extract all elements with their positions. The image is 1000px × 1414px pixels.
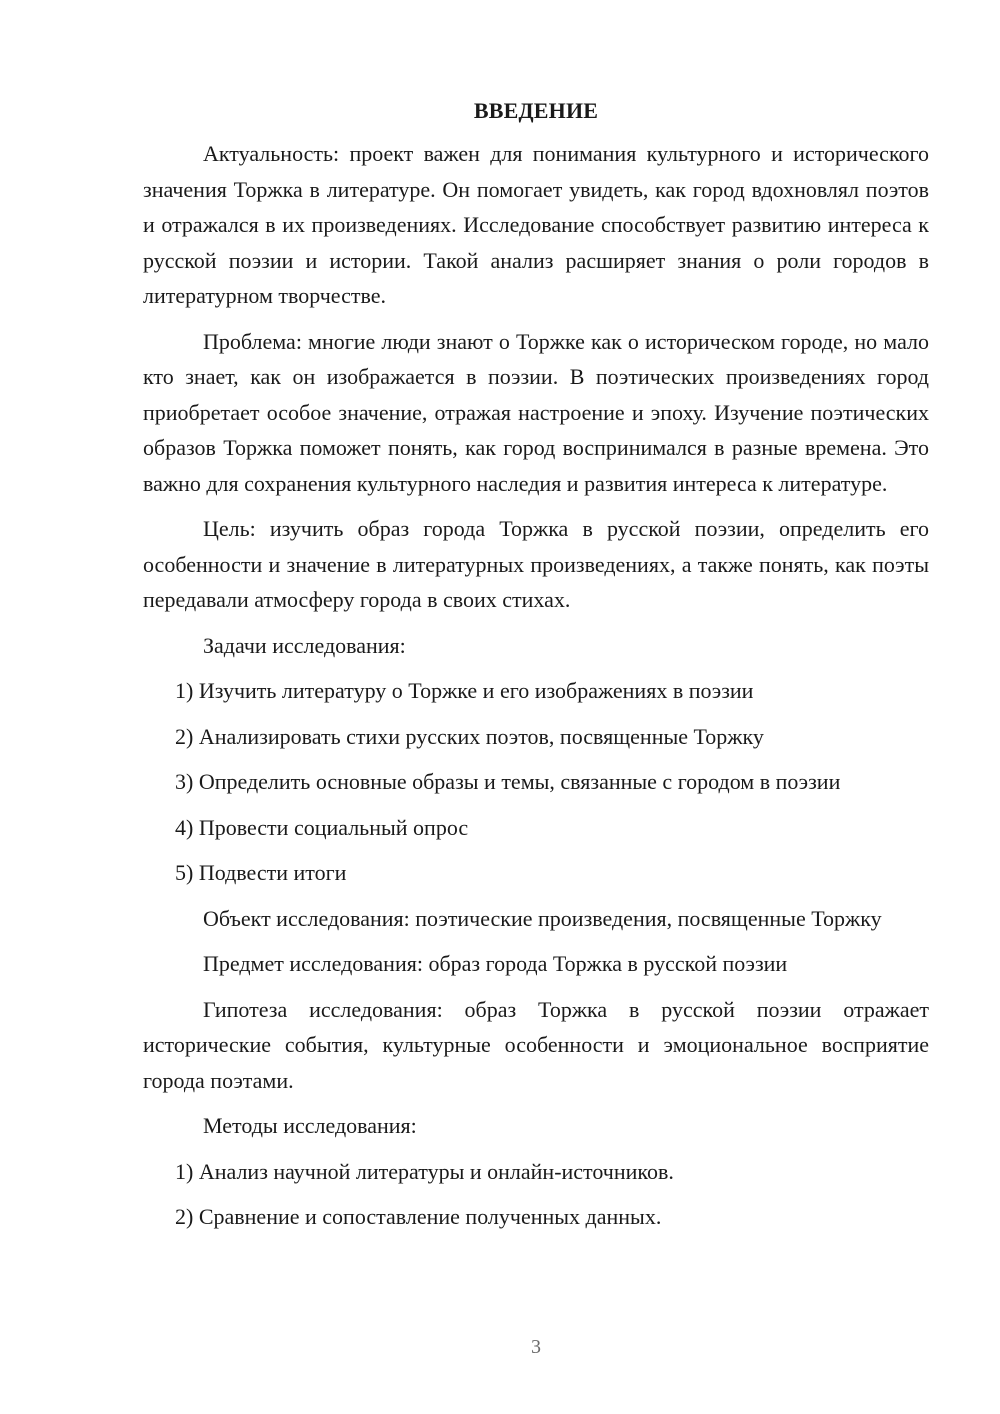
list-item: 2) Анализировать стихи русских поэтов, посвященные Торжку [175, 723, 764, 749]
object-paragraph: Объект исследования: поэтические произведения, посвященные Торжку [203, 905, 882, 931]
tasks-list [143, 673, 929, 891]
methods-list [143, 1154, 929, 1235]
list-item: 1) Анализ научной литературы и онлайн-источников. [175, 1158, 674, 1184]
list-item: 2) Сравнение и сопоставление полученных данных. [175, 1204, 662, 1229]
list-item: 1) Изучить литературу о Торжке и его изображениях в поэзии [175, 678, 754, 703]
problem-paragraph: Проблема: многие люди знают о Торжке как о историческом городе, но мало кто знает, как он изображается в поэзии. В поэтических произведениях город приобретает особое значение, отражая настроение и эпоху. Изучение поэтических образов Торжка поможет понять, как город воспринимался в разные времена. Это важно для сохранения культурного наследия и развития интереса к литературе. [143, 328, 929, 496]
subject-paragraph: Предмет исследования: образ города Торжка в русской поэзии [203, 951, 788, 976]
list-item: 5) Подвести итоги [175, 860, 347, 885]
methods-heading: Методы исследования: [203, 1113, 417, 1138]
relevance-paragraph: Актуальность: проект важен для понимания культурного и исторического значения Торжка в литературе. Он помогает увидеть, как город вдохновлял поэтов и отражался в их произведениях. Исследование способствует развитию интереса к русской поэзии и истории. Такой анализ расширяет знания о роли городов в литературном творчестве. [143, 141, 929, 308]
page-number: 3 [531, 1336, 541, 1358]
list-item: 4) Провести социальный опрос [175, 814, 469, 840]
hypothesis-paragraph: Гипотеза исследования: образ Торжка в русской поэзии отражает исторические события, культурные особенности и эмоциональное восприятие города поэтами. [143, 996, 929, 1093]
list-item: 3) Определить основные образы и темы, связанные с городом в поэзии [175, 769, 841, 794]
goal-paragraph: Цель: изучить образ города Торжка в русской поэзии, определить его особенности и значение в литературных произведениях, а также понять, как поэты передавали атмосферу города в своих стихах. [143, 516, 929, 612]
document-page [143, 96, 929, 1245]
tasks-heading: Задачи исследования: [203, 632, 406, 658]
section-title: ВВЕДЕНИЕ [473, 98, 599, 123]
